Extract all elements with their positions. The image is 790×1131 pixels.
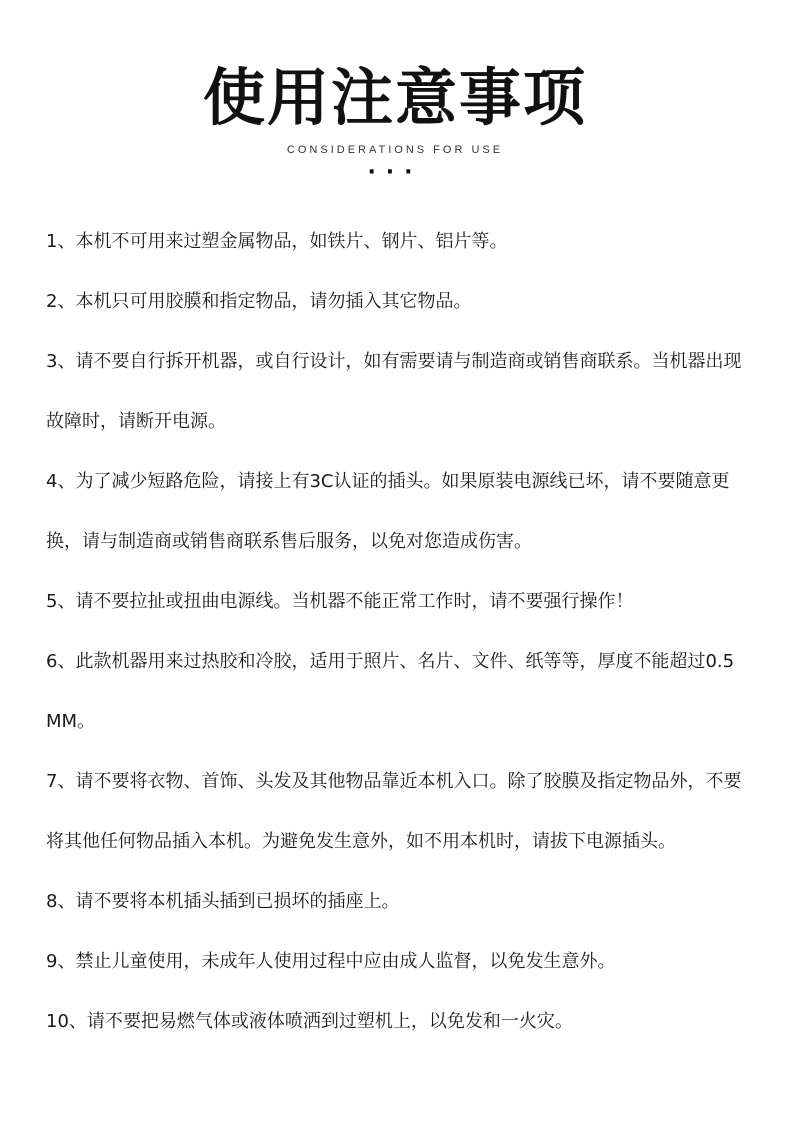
page-subtitle: CONSIDERATIONS FOR USE: [286, 144, 504, 156]
list-item: 9、禁止儿童使用，未成年人使用过程中应由成人监督，以免发生意外。: [46, 951, 616, 972]
considerations-list: [46, 212, 746, 1052]
list-item: 6、此款机器用来过热胶和冷胶，适用于照片、名片、文件、纸等等，厚度不能超过0.5MM。: [46, 651, 735, 732]
list-item: 8、请不要将本机插头插到已损坏的插座上。: [46, 891, 400, 912]
list-item: 2、本机只可用胶膜和指定物品，请勿插入其它物品。: [46, 291, 472, 312]
list-item: 5、请不要拉扯或扭曲电源线。当机器不能正常工作时，请不要强行操作！: [46, 591, 634, 612]
list-item: 10、请不要把易燃气体或液体喷洒到过塑机上，以免发和一火灾。: [46, 1011, 573, 1032]
list-item: 4、为了减少短路危险，请接上有3C认证的插头。如果原装电源线已坏，请不要随意更换，请与制造商或销售商联系售后服务，以免对您造成伤害。: [46, 471, 730, 552]
list-item: 1、本机不可用来过塑金属物品，如铁片、钢片、铝片等。: [46, 231, 508, 252]
list-item: 7、请不要将衣物、首饰、头发及其他物品靠近本机入口。除了胶膜及指定物品外，不要将其他任何物品插入本机。为避免发生意外，如不用本机时，请拔下电源插头。: [46, 771, 742, 852]
list-item: 3、请不要自行拆开机器，或自行设计，如有需要请与制造商或销售商联系。当机器出现故障时，请断开电源。: [46, 351, 742, 432]
page-title: 使用注意事项: [202, 61, 587, 134]
decorative-dots: ···: [367, 160, 423, 185]
